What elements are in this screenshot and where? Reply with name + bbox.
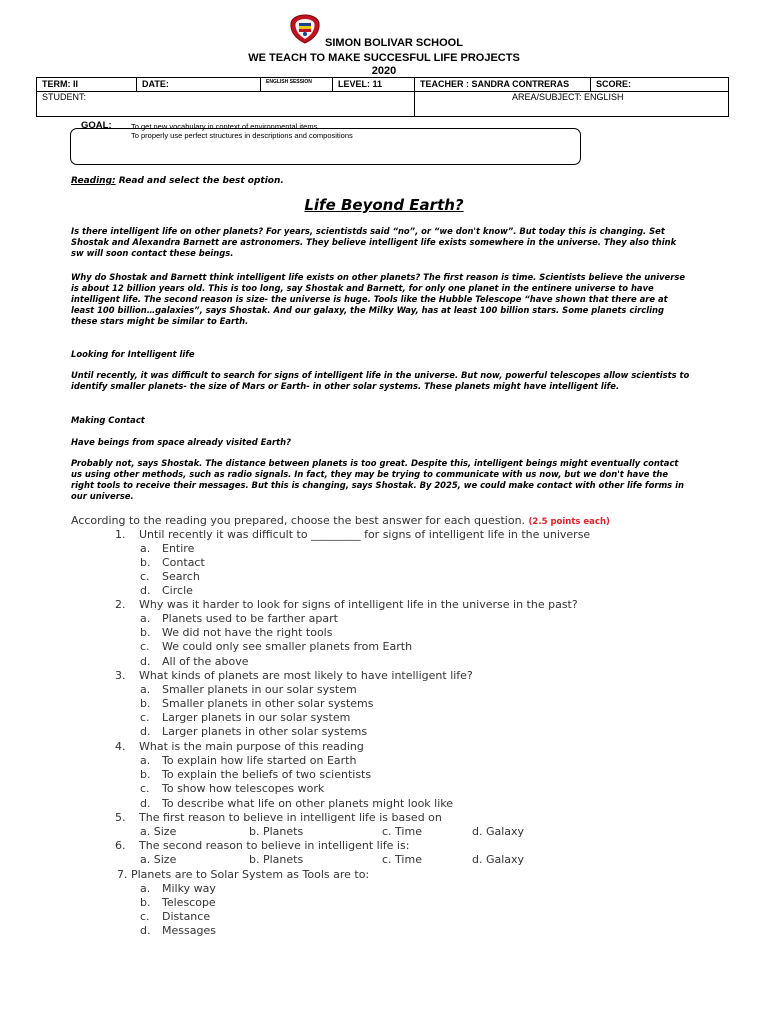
option-text: To show how telescopes work xyxy=(162,782,325,795)
option-text: Smaller planets in our solar system xyxy=(162,683,357,696)
option-letter: a. xyxy=(140,882,151,895)
option-letter: d. xyxy=(140,584,151,597)
reading-paragraph: Why do Shostak and Barnett think intelligent life exists on other planets? The first reason is time. Scientists believe the universe is about 12 billion years old. This is too long, say Shostak and Barnett, for only one planet in the entinere universe to have intelligent life. The second reason is size- the universe is huge. Tools like the Hubble Telescope “have shown that there are at least 100 billion…galaxies”, says Shostak. And our galaxy, the Milky Way, has at least 100 billion stars. Some planets circling these stars might be similar to Earth. xyxy=(71,272,686,326)
option-text: Distance xyxy=(162,910,211,923)
teacher-cell: TEACHER : SANDRA CONTRERAS xyxy=(415,78,591,92)
option-letter: c. xyxy=(140,782,150,795)
option-letter: c. xyxy=(382,825,392,838)
option-item[interactable] xyxy=(249,825,303,839)
option-text: To describe what life on other planets might look like xyxy=(162,797,454,810)
option-letter: d. xyxy=(140,924,151,937)
reading-instruction xyxy=(71,176,284,186)
option-letter: c. xyxy=(140,910,150,923)
option-text: Entire xyxy=(162,542,195,555)
reading-label: Reading: xyxy=(71,176,116,186)
question-number: 6. xyxy=(115,839,126,852)
question-number: 2. xyxy=(115,598,126,611)
option-text: Smaller planets in other solar systems xyxy=(162,697,374,710)
option-letter: b. xyxy=(140,896,151,909)
question-number: 4. xyxy=(115,740,126,753)
school-motto: WE TEACH TO MAKE SUCCESFUL LIFE PROJECTS xyxy=(248,52,520,64)
option-text: Larger planets in other solar systems xyxy=(162,725,368,738)
option-item[interactable] xyxy=(472,825,524,839)
option-text: Contact xyxy=(162,556,205,569)
option-text: Telescope xyxy=(162,896,216,909)
reading-paragraph: Is there intelligent life on other planets? For years, scientistds said “no”, or “we don't know”. But today this is changing. Set Shostak and Alexandra Barnett are astronomers. They believe intelligent life exists somewhere in the universe. They also think sw will soon contact these beings. xyxy=(71,226,677,258)
option-text: Size xyxy=(153,825,177,838)
question-number: 1. xyxy=(115,528,126,541)
question-number: 5. xyxy=(115,811,126,824)
info-row-term xyxy=(37,78,729,92)
session-cell: ENGLISH SESSION xyxy=(261,78,333,92)
option-text: To explain the beliefs of two scientists xyxy=(162,768,372,781)
info-row-student xyxy=(37,92,729,117)
option-letter: b. xyxy=(140,556,151,569)
option-letter: a. xyxy=(140,683,151,696)
option-item[interactable] xyxy=(140,825,176,839)
section-heading: Making Contact xyxy=(71,415,145,425)
section-heading: Looking for Intelligent life xyxy=(71,349,195,359)
option-text: Size xyxy=(153,853,177,866)
option-letter: c. xyxy=(140,640,150,653)
option-letter: b. xyxy=(140,697,151,710)
option-letter: a. xyxy=(140,754,151,767)
student-cell[interactable]: STUDENT: xyxy=(37,92,415,117)
option-item[interactable] xyxy=(382,825,422,839)
option-letter: b. xyxy=(140,768,151,781)
reading-paragraph: Have beings from space already visited Earth? xyxy=(71,437,291,447)
option-letter: b. xyxy=(249,825,260,838)
option-text: Galaxy xyxy=(485,825,525,838)
option-item[interactable] xyxy=(249,853,303,867)
reading-title: Life Beyond Earth? xyxy=(304,196,464,214)
option-letter: c. xyxy=(140,711,150,724)
option-letter: d. xyxy=(472,825,483,838)
info-table xyxy=(36,77,729,117)
questions-instruction-text: According to the reading you prepared, choose the best answer for each question. xyxy=(71,514,526,527)
area-cell: AREA/SUBJECT: ENGLISH xyxy=(415,92,729,117)
option-text: To explain how life started on Earth xyxy=(162,754,357,767)
question-text: What kinds of planets are most likely to have intelligent life? xyxy=(139,669,473,682)
question-text: The first reason to believe in intelligent life is based on xyxy=(139,811,442,824)
reading-instruction-text: Read and select the best option. xyxy=(118,176,284,186)
option-letter: a. xyxy=(140,542,151,555)
question-text: The second reason to believe in intelligent life is: xyxy=(139,839,410,852)
score-cell[interactable]: SCORE: xyxy=(591,78,729,92)
option-letter: a. xyxy=(140,825,151,838)
question-number: 3. xyxy=(115,669,126,682)
date-cell[interactable]: DATE: xyxy=(137,78,261,92)
option-letter: c. xyxy=(140,570,150,583)
question-text: What is the main purpose of this reading xyxy=(139,740,364,753)
option-text: Time xyxy=(395,825,422,838)
option-item[interactable] xyxy=(382,853,422,867)
goal-line: To properly use perfect structures in descriptions and compositions xyxy=(131,131,353,140)
level-cell: LEVEL: 11 xyxy=(333,78,415,92)
option-text: Circle xyxy=(162,584,193,597)
option-item[interactable] xyxy=(472,853,524,867)
question-text: Why was it harder to look for signs of intelligent life in the universe in the past? xyxy=(139,598,578,611)
option-text: All of the above xyxy=(162,655,249,668)
reading-paragraph: Until recently, it was difficult to search for signs of intelligent life in the universe. But now, powerful telescopes allow scientists to identify smaller planets- the size of Mars or Earth- in other solar systems. These planets might have intelligent life. xyxy=(71,370,690,391)
points-label: (2.5 points each) xyxy=(528,517,610,527)
question-7-text: 7. Planets are to Solar System as Tools are to: xyxy=(117,868,370,881)
option-letter: a. xyxy=(140,853,151,866)
option-text: We could only see smaller planets from Earth xyxy=(162,640,413,653)
option-text: Planets used to be farther apart xyxy=(162,612,338,625)
option-text: Messages xyxy=(162,924,216,937)
option-item[interactable] xyxy=(140,853,176,867)
option-text: Planets xyxy=(262,825,304,838)
question-text: Until recently it was difficult to _________ for signs of intelligent life in the universe xyxy=(139,528,591,541)
option-text: We did not have the right tools xyxy=(162,626,333,639)
option-letter: d. xyxy=(472,853,483,866)
option-letter: c. xyxy=(382,853,392,866)
option-text: Time xyxy=(395,853,422,866)
option-letter: b. xyxy=(140,626,151,639)
option-text: Larger planets in our solar system xyxy=(162,711,351,724)
option-text: Search xyxy=(162,570,200,583)
school-name: SIMON BOLIVAR SCHOOL xyxy=(325,37,463,49)
term-cell: TERM: II xyxy=(37,78,137,92)
questions-instruction xyxy=(71,514,610,527)
option-letter: a. xyxy=(140,612,151,625)
option-letter: d. xyxy=(140,725,151,738)
option-text: Milky way xyxy=(162,882,216,895)
goal-label: GOAL: xyxy=(81,120,112,131)
option-letter: d. xyxy=(140,797,151,810)
option-letter: b. xyxy=(249,853,260,866)
school-year: 2020 xyxy=(371,65,397,77)
option-text: Galaxy xyxy=(485,853,525,866)
reading-paragraph: Probably not, says Shostak. The distance between planets is too great. Despite this, intelligent beings might eventually contact us using other methods, such as radio signals. In fact, they may be trying to communicate with us now, but we don't have the right tools to receive their messages. But this is changing, says Shostak. By 2025, we could make contact with other life forms in our universe. xyxy=(71,458,684,501)
option-text: Planets xyxy=(262,853,304,866)
goal-line: To get new vocabulary in context of environmental items. xyxy=(131,122,320,131)
option-letter: d. xyxy=(140,655,151,668)
